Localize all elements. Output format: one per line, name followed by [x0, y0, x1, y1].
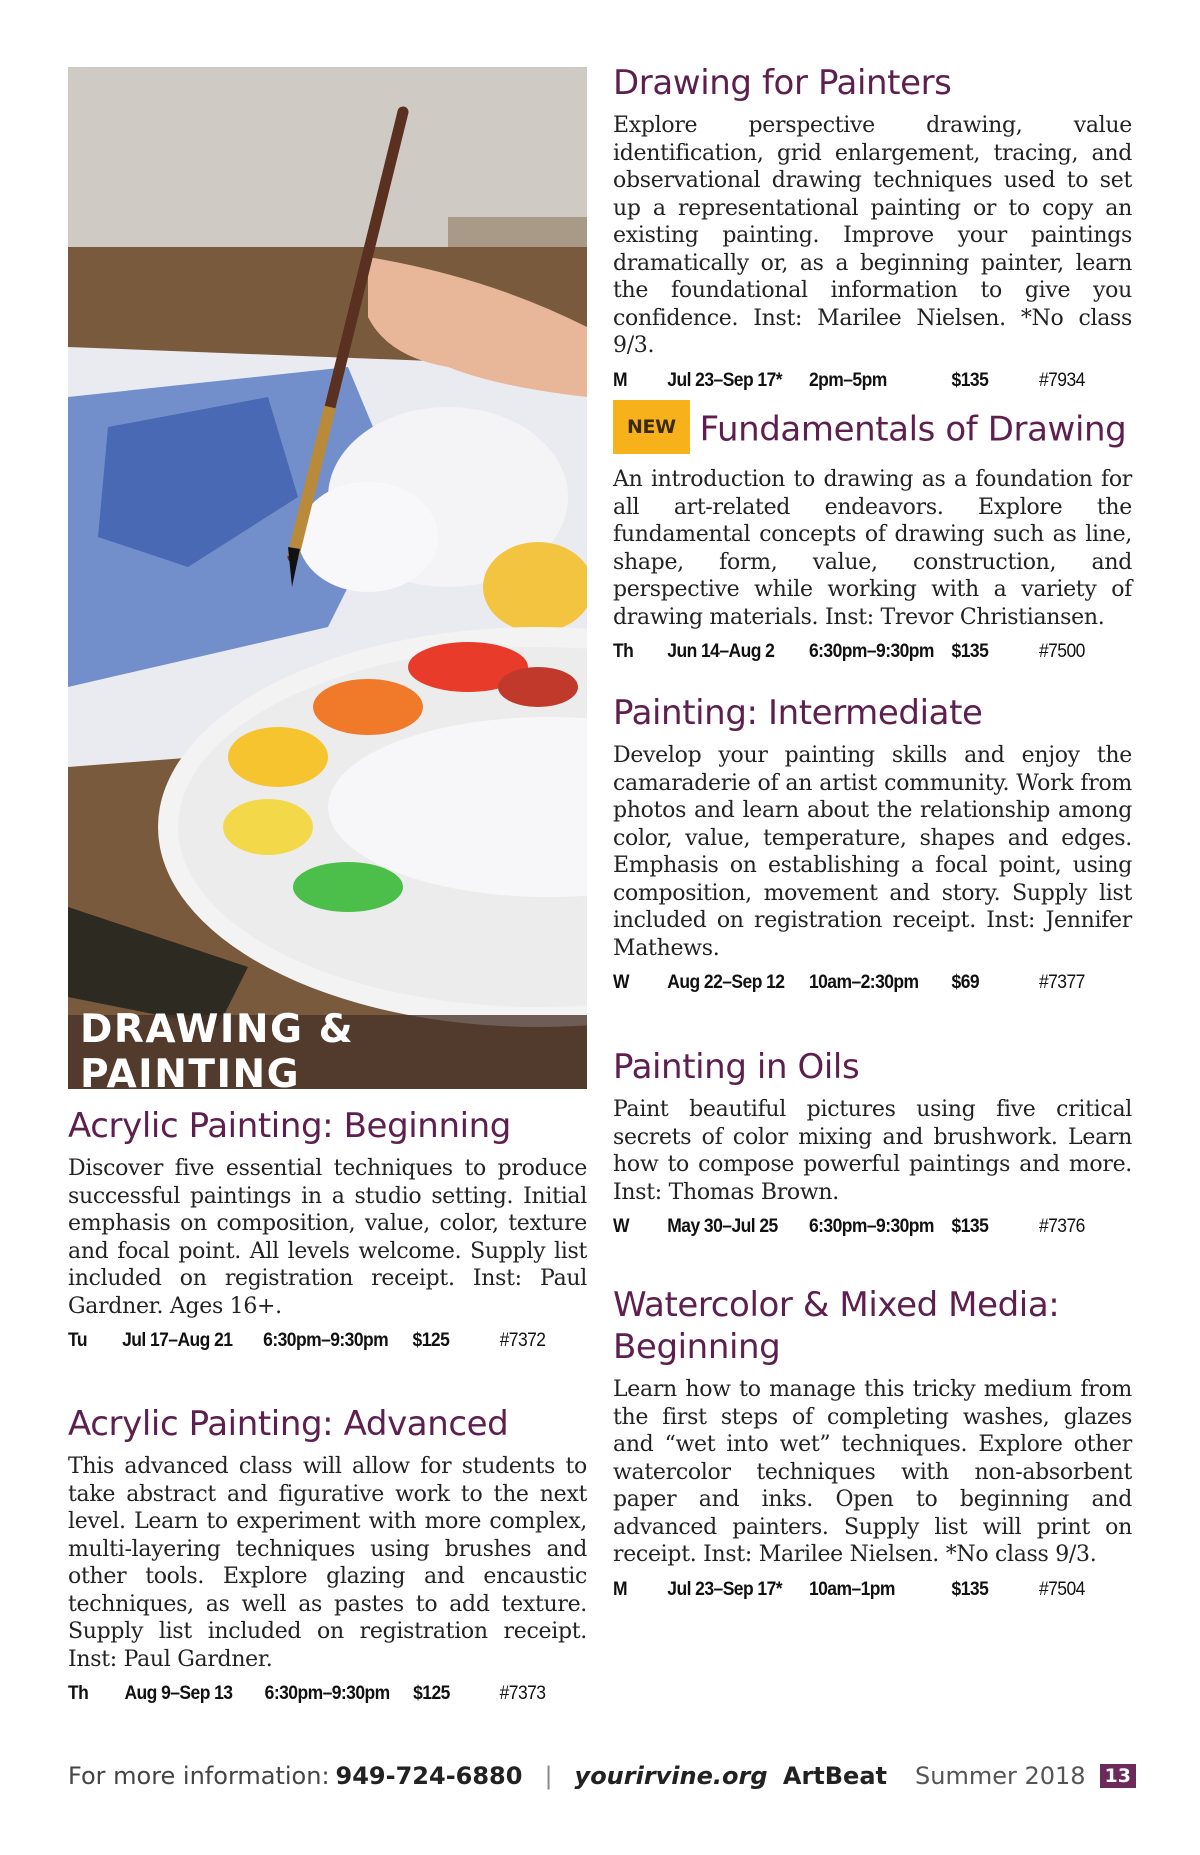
course-watercolor-mixed-media: [613, 1284, 1132, 1601]
course-day: Tu: [68, 1330, 87, 1351]
course-dates: Jul 23–Sep 17*: [667, 1578, 782, 1600]
course-dates: Jul 17–Aug 21: [122, 1330, 233, 1351]
course-price: $125: [412, 1330, 450, 1351]
course-acrylic-advanced: [68, 1403, 587, 1705]
course-description: Explore perspective drawing, value identification, grid enlargement, tracing, and observational drawing techniques used to set up a representational painting or to copy an existing painting. Improve your paintings dramatically or, as a beginning painter, learn the foundational information to give you confidence. Inst: Marilee Nielsen. *No class 9/3.: [613, 113, 1132, 358]
course-time: 6:30pm–9:30pm: [808, 641, 934, 662]
course-description: Learn how to manage this tricky medium from the first steps of completing washes, glazes and “wet into wet” techniques. Explore other watercolor techniques with non-absorbent paper and inks. Open to beginning and advanced painters. Supply list will print on receipt. Inst: Marilee Nielsen. *No class 9/3.: [613, 1377, 1132, 1567]
course-description: Paint beautiful pictures using five critical secrets of color mixing and brushwork. Learn how to compose powerful paintings and more. Inst: Thomas Brown.: [613, 1097, 1132, 1205]
section-banner: [68, 1007, 587, 1089]
course-schedule: [613, 641, 1090, 663]
course-day: W: [613, 1216, 629, 1237]
course-day: M: [613, 369, 628, 391]
page-footer: [68, 1756, 1136, 1796]
course-title: Acrylic Painting: Beginning: [68, 1106, 511, 1146]
course-time: 2pm–5pm: [808, 369, 887, 391]
course-day: Th: [613, 641, 634, 662]
course-dates: May 30–Jul 25: [667, 1216, 778, 1237]
course-number[interactable]: #7373: [499, 1683, 546, 1704]
course-description: Discover five essential techniques to produce successful paintings in a studio setting. Initial emphasis on composition, value, color, texture and focal point. All levels welcome. Supply list included on registration receipt. Inst: Paul Gardner. Ages 16+.: [68, 1156, 587, 1319]
course-schedule: [613, 972, 1090, 994]
info-label: For more information:: [68, 1762, 330, 1790]
course-title: Acrylic Painting: Advanced: [68, 1404, 509, 1444]
course-title: Painting in Oils: [613, 1047, 860, 1087]
magazine-name: ArtBeat: [782, 1762, 887, 1790]
course-title: Watercolor & Mixed Media: Beginning: [613, 1285, 1060, 1367]
new-badge: NEW: [613, 400, 690, 454]
course-number[interactable]: #7376: [1038, 1216, 1085, 1237]
course-number[interactable]: #7377: [1038, 972, 1085, 993]
page-number: 13: [1100, 1764, 1136, 1788]
course-drawing-for-painters: [613, 62, 1132, 392]
painting-illustration: [68, 67, 587, 1089]
course-day: Th: [68, 1683, 89, 1704]
course-schedule: [68, 1683, 545, 1705]
course-title: Fundamentals of Drawing: [699, 409, 1127, 450]
course-number[interactable]: #7500: [1038, 641, 1085, 662]
course-price: $135: [951, 641, 989, 662]
hero-photo: [68, 67, 587, 1089]
course-schedule: [68, 1330, 545, 1352]
course-title: Drawing for Painters: [613, 63, 952, 103]
course-painting-in-oils: [613, 1046, 1132, 1238]
course-time: 6:30pm–9:30pm: [264, 1683, 390, 1704]
course-time: 6:30pm–9:30pm: [808, 1216, 934, 1237]
course-time: 10am–1pm: [808, 1578, 895, 1600]
course-day: M: [613, 1578, 628, 1600]
website-link[interactable]: yourirvine.org: [574, 1762, 768, 1790]
course-dates: Aug 22–Sep 12: [667, 972, 785, 993]
course-price: $69: [951, 972, 980, 993]
course-number[interactable]: #7934: [1038, 369, 1085, 391]
course-dates: Aug 9–Sep 13: [124, 1683, 233, 1704]
course-price: $125: [413, 1683, 450, 1704]
course-description: An introduction to drawing as a foundation for all art-related endeavors. Explore the fundamental concepts of drawing such as line, shape, form, value, construction, and perspective while working with a variety of drawing materials. Inst: Trevor Christiansen.: [613, 467, 1132, 630]
course-price: $135: [951, 369, 989, 391]
course-number[interactable]: #7372: [499, 1330, 546, 1351]
course-price: $135: [951, 1578, 989, 1600]
phone-number[interactable]: 949-724-6880: [335, 1762, 523, 1790]
course-dates: Jun 14–Aug 2: [667, 641, 775, 662]
course-dates: Jul 23–Sep 17*: [667, 369, 782, 391]
course-day: W: [613, 972, 629, 993]
footer-separator: |: [544, 1762, 553, 1790]
course-number[interactable]: #7504: [1038, 1578, 1085, 1600]
course-description: This advanced class will allow for students to take abstract and figurative work to the next level. Learn to experiment with more complex, multi-layering techniques using brushes and other tools. Explore glazing and encaustic techniques, as well as pastes to add texture. Supply list included on registration receipt. Inst: Paul Gardner.: [68, 1454, 587, 1672]
course-price: $135: [951, 1216, 989, 1237]
course-title: Painting: Intermediate: [613, 693, 983, 733]
course-time: 10am–2:30pm: [808, 972, 919, 993]
course-painting-intermediate: [613, 692, 1132, 994]
section-title: DRAWING & PAINTING: [80, 1007, 355, 1089]
course-acrylic-beginning: [68, 1105, 587, 1352]
course-fundamentals-of-drawing: [613, 404, 1132, 663]
course-title-row: [613, 404, 1132, 458]
course-description: Develop your painting skills and enjoy the camaraderie of an artist community. Work from photos and learn about the relationship among color, value, temperature, shapes and edges. Emphasis on establishing a focal point, using composition, movement and story. Supply list included on registration receipt. Inst: Jennifer Mathews.: [613, 743, 1132, 961]
course-schedule: [613, 1579, 1090, 1601]
course-schedule: [613, 370, 1090, 392]
issue-label: Summer 2018: [915, 1762, 1086, 1790]
course-schedule: [613, 1216, 1090, 1238]
course-time: 6:30pm–9:30pm: [263, 1330, 389, 1351]
